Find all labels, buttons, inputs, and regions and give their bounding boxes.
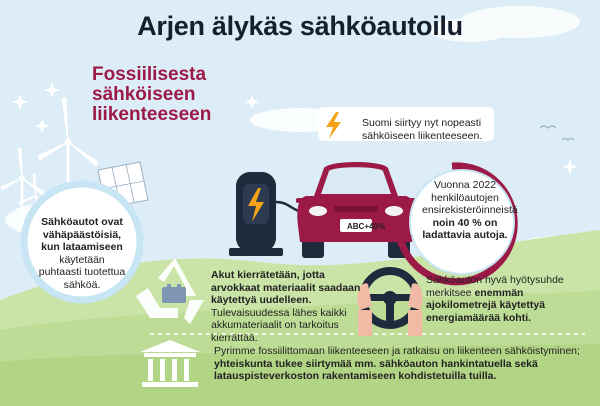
low-emission-text (37, 216, 127, 291)
battery-icon (162, 287, 186, 303)
recycling-plain: Tulevaisuudessa lähes kaikki akkumateriaalit on tarkoitus kierrättää. (211, 306, 347, 344)
policy-text (214, 345, 586, 383)
note-line: Suomi siirtyy nyt nopeasti (362, 117, 482, 129)
license-plate: ABC+40% (346, 222, 385, 231)
bird-icon (540, 126, 574, 140)
charging-station-icon (229, 172, 306, 256)
policy-bold: yhteiskunta tukee siirtymää mm. sähköauton hankintatuella sekä latauspisteverkoston rakentamiseen kohdistetuilla tuilla. (214, 357, 538, 382)
recycling-bold: Akut kierrätetään, jotta arvokkaat materiaalit saadaan käytettyä uudelleen. (211, 269, 361, 306)
efficiency-plain: Sähköauton hyvä hyötysuhde merkitsee (426, 274, 564, 299)
recycling-text (211, 269, 363, 344)
policy-plain: Pyrimme fossiilittomaan liikenteeseen ja ratkaisu on liikenteen sähköistyminen; (214, 345, 580, 357)
subtitle-line: sähköiseen (92, 84, 196, 105)
subtitle-line: Fossiilisesta (92, 64, 207, 85)
efficiency-bold: enemmän ajokilometrejä käytettyä energiamäärää kohti. (426, 286, 546, 324)
low-emission-plain: käytetään puhtaasti tuotettua sähköä. (38, 253, 126, 291)
subtitle-line: liikenteeseen (92, 104, 212, 125)
note-line: sähköiseen liikenteeseen. (362, 130, 483, 142)
efficiency-text (426, 274, 576, 324)
page-title: Arjen älykäs sähköautoilu (137, 11, 463, 41)
note-shift-text (362, 117, 482, 143)
registrations-text-plain: Vuonna 2022 henkilöautojen ensirekisteröinneistä (422, 179, 518, 216)
low-emission-bold: Sähköautot ovat vähäpäästöisiä, kun lataamiseen (41, 216, 123, 253)
subtitle (92, 65, 211, 125)
registrations-text (422, 179, 518, 242)
registrations-text-bold: noin 40 % on ladattavia autoja. (422, 216, 508, 241)
